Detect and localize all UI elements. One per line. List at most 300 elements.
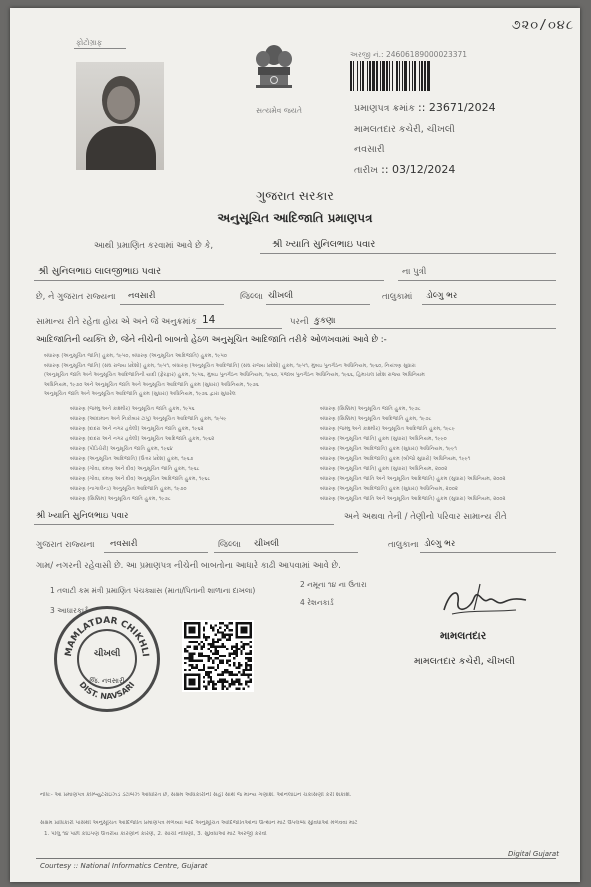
list-item: બંધારણ (અનુસૂચિત જાતિ અને અનુસૂચિત આદિજાતિ) હુકમ (સુધારા) અધિનિયમ, ૨૦૦૨ [320, 476, 506, 482]
qr-module [243, 688, 245, 690]
qr-module [222, 634, 224, 636]
qr-module [189, 655, 191, 657]
qr-module [231, 671, 233, 673]
photo-label-line [74, 48, 126, 49]
qr-module [200, 660, 202, 662]
qr-module [186, 650, 188, 652]
qr-module [236, 645, 238, 647]
applicant-photo [76, 62, 164, 170]
list-item: બંધારણ (ગોવા, દમણ અને દીવ) અનુસૂચિત જાતિ હુકમ, ૧૯૬૮ [70, 466, 200, 472]
qr-module [247, 681, 249, 683]
qr-module [219, 622, 221, 624]
issue-date: :: 03/12/2024 [381, 163, 456, 176]
qr-module [214, 641, 216, 643]
handwritten-number: ૭૨૦/૦૪૮ [511, 18, 574, 33]
order-line: અનુસૂચિત જાતિ અને અનુસૂચિત આદિજાતિ હુકમ (સુધારા) અધિનિયમ, ૧૯૭૬ દ્વારા સુધારેલ [44, 391, 236, 398]
qr-module [243, 648, 245, 650]
qr-module [250, 645, 252, 647]
qr-module [214, 652, 216, 654]
qr-module [247, 669, 249, 671]
qr-module [233, 683, 235, 685]
qr-module [222, 643, 224, 645]
qr-module [217, 629, 219, 631]
qr-module [247, 643, 249, 645]
qr-module [247, 657, 249, 659]
qr-module [250, 641, 252, 643]
list-item: બંધારણ (અનુસૂચિત આદિજાતિ) હુકમ (સુધારા) અધિનિયમ, ૨૦૦૨ [320, 486, 458, 492]
qr-module [191, 667, 193, 669]
qr-module [238, 678, 240, 680]
list-item: બંધારણ (જમ્મુ અને કાશ્મીર) અનુસૂચિત આદિજાતિ હુકમ, ૧૯૮૯ [320, 426, 455, 432]
qr-module [236, 667, 238, 669]
qr-module [224, 636, 226, 638]
qr-module [250, 674, 252, 676]
signatory-office: મામલતદાર કચેરી, ચીખલી [414, 656, 515, 667]
qr-module [229, 634, 231, 636]
qr-module [229, 629, 231, 631]
qr-module [205, 674, 207, 676]
qr-module [222, 681, 224, 683]
qr-module [250, 669, 252, 671]
qr-module [207, 636, 209, 638]
qr-module [240, 652, 242, 654]
qr-module [250, 660, 252, 662]
qr-module [229, 638, 231, 640]
footer-courtesy: Courtesy :: National Informatics Centre, Gujarat [40, 862, 208, 870]
qr-module [212, 685, 214, 687]
qr-module [243, 645, 245, 647]
qr-module [222, 678, 224, 680]
qr-module [219, 631, 221, 633]
qr-module [222, 655, 224, 657]
qr-module [205, 622, 207, 624]
qr-module [224, 671, 226, 673]
basis-doc-3: 3 આધારકાર્ડ [50, 606, 89, 615]
qr-module [247, 652, 249, 654]
qr-module [250, 664, 252, 666]
qr-module [219, 645, 221, 647]
qr-module [210, 627, 212, 629]
qr-module [233, 681, 235, 683]
qr-module [217, 641, 219, 643]
list-item: બંધારણ (અનુસૂચિત આદિજાતિ) હુકમ (બીજો સુધારો) અધિનિયમ, ૧૯૯૧ [320, 456, 471, 462]
qr-module [222, 636, 224, 638]
qr-module [231, 629, 233, 631]
qr-module [217, 657, 219, 659]
qr-module [193, 667, 195, 669]
qr-module [203, 629, 205, 631]
list-item: બંધારણ (અનુસૂચિત જાતિ) હુકમ (સુધારા) અધિનિયમ, ૧૯૯૦ [320, 436, 447, 442]
qr-module [229, 671, 231, 673]
qr-module [222, 674, 224, 676]
qr-module [231, 683, 233, 685]
qr-module [212, 641, 214, 643]
qr-module [198, 652, 200, 654]
district-value: ચીખલી [268, 291, 294, 301]
serial-label: સામાન્ય રીતે રહેતા હોય એ અને જે અનુક્રમાંક [36, 317, 197, 327]
qr-module [203, 676, 205, 678]
qr-module [238, 688, 240, 690]
qr-module [212, 688, 214, 690]
caste-value: કુકણા [314, 316, 336, 326]
qr-module [233, 664, 235, 666]
qr-module [243, 674, 245, 676]
emblem-caption: સત્યમેવ જયતે [256, 106, 302, 115]
barcode-bar [430, 61, 431, 91]
qr-module [226, 688, 228, 690]
qr-module [245, 681, 247, 683]
qr-module [207, 681, 209, 683]
qr-module [212, 638, 214, 640]
qr-module [247, 676, 249, 678]
seal-inner-text: જિ. નવસારી [89, 677, 125, 685]
note-line-3: 1. પીલું ૧૪ પછી કોઇપણ ઉત્તરીય કારણોને કારણે, 2. સાચી નોંધણી, 3. સુવિધાઓ માટે અરજી કરવી [44, 831, 267, 837]
qr-module [207, 643, 209, 645]
qr-module [219, 662, 221, 664]
seal-bottom-text: DIST. NAVSARI [77, 680, 137, 702]
taluka-label: તાલુકામાં [382, 292, 413, 302]
state2-label: ગુજરાત રાજ્યના [36, 540, 95, 550]
qr-module [210, 650, 212, 652]
qr-module [196, 648, 198, 650]
certify-prefix: આથી પ્રમાણિત કરવામાં આવે છે કે, [94, 241, 214, 251]
qr-module [231, 648, 233, 650]
signature-icon [430, 580, 530, 622]
qr-module [210, 643, 212, 645]
list-item: બંધારણ (સિક્કિમ) અનુસૂચિત જાતિ હુકમ, ૧૯૭૮ [70, 496, 171, 502]
qr-module [203, 685, 205, 687]
qr-module [207, 648, 209, 650]
qr-module [193, 641, 195, 643]
qr-module [217, 681, 219, 683]
qr-module [196, 645, 198, 647]
issuing-district: નવસારી [354, 144, 385, 155]
cert-number-label: પ્રમાણપત્ર ક્રમાંક [354, 103, 415, 114]
order-line: બંધારણ (અનુસૂચિત જાતિ) હુકમ, ૧૯૫૦, બંધારણ (અનુસૂચિત આદિજાતિ) હુકમ, ૧૯૫૦ [44, 353, 228, 359]
qr-module [214, 657, 216, 659]
national-emblem-icon [250, 41, 298, 105]
qr-module [212, 683, 214, 685]
qr-module [214, 624, 216, 626]
qr-code-icon [182, 620, 254, 692]
qr-module [224, 678, 226, 680]
qr-module [219, 655, 221, 657]
qr-module [245, 662, 247, 664]
qr-module [224, 681, 226, 683]
qr-module [222, 645, 224, 647]
qr-module [222, 631, 224, 633]
qr-module [240, 645, 242, 647]
list-item: બંધારણ (અનુસૂચિત આદિજાતિ) હુકમ (સુધારા) અધિનિયમ, ૧૯૯૧ [320, 446, 457, 452]
qr-module [250, 667, 252, 669]
qr-module [196, 641, 198, 643]
qr-module [184, 657, 186, 659]
qr-module [189, 669, 191, 671]
qr-finder [240, 627, 247, 634]
qr-module [186, 645, 188, 647]
list-item: બંધારણ (સિક્કિમ) અનુસૂચિત જાતિ હુકમ, ૧૯૭૮ [320, 406, 421, 412]
qr-module [217, 650, 219, 652]
qr-module [212, 667, 214, 669]
orders-left-list [70, 404, 290, 504]
district2-label: જિલ્લા [218, 540, 241, 550]
note-line-2: સક્ષમ પ્રાધિકારી પાસેથી અનુસૂચિત આદિજાતિ પ્રમાણપત્ર મેળવ્યા બાદ અનુસૂચિત આદિજાતિઓના ઉત્થાન માટે ઉપલબ્ધ સુવિધાઓ મેળવવા માટે [40, 820, 358, 826]
qr-module [236, 688, 238, 690]
qr-module [245, 643, 247, 645]
qr-module [240, 683, 242, 685]
state-district: નવસારી [128, 291, 156, 301]
qr-module [231, 678, 233, 680]
qr-module [219, 678, 221, 680]
qr-module [233, 650, 235, 652]
qr-module [191, 664, 193, 666]
qr-module [250, 652, 252, 654]
qr-module [226, 660, 228, 662]
qr-module [238, 681, 240, 683]
qr-module [219, 660, 221, 662]
qr-module [236, 655, 238, 657]
basis-doc-1: 1 તલાટી કમ મંત્રી પ્રમાણિત પંચક્યાસ (માતા/પિતાની શાળાના દાખલા) [50, 586, 256, 595]
qr-module [193, 648, 195, 650]
qr-module [217, 638, 219, 640]
qr-module [207, 667, 209, 669]
qr-module [193, 652, 195, 654]
qr-module [240, 664, 242, 666]
qr-module [236, 648, 238, 650]
qr-module [233, 645, 235, 647]
state2-district: નવસારી [110, 539, 138, 549]
qr-module [205, 638, 207, 640]
qr-module [207, 657, 209, 659]
qr-module [203, 664, 205, 666]
qr-module [184, 662, 186, 664]
qr-module [210, 657, 212, 659]
qr-module [203, 669, 205, 671]
qr-module [226, 624, 228, 626]
qr-module [247, 685, 249, 687]
qr-module [184, 669, 186, 671]
qr-module [189, 641, 191, 643]
qr-module [210, 645, 212, 647]
family-suffix: અને અથવા તેની / તેણીનો પરિવાર સામાન્ય રીતે [344, 512, 507, 522]
qr-module [212, 681, 214, 683]
qr-module [231, 674, 233, 676]
qr-module [224, 624, 226, 626]
photo-label: ફોટોગ્રાફ [76, 38, 103, 47]
qr-module [205, 655, 207, 657]
qr-module [224, 645, 226, 647]
qr-module [200, 641, 202, 643]
qr-finder [189, 678, 196, 685]
state-label: છે, ને ગુજરાત રાજ્યના [36, 292, 116, 302]
qr-module [222, 685, 224, 687]
qr-module [198, 669, 200, 671]
qr-module [196, 664, 198, 666]
cert-number: :: 23671/2024 [418, 101, 496, 114]
qr-module [224, 629, 226, 631]
qr-module [198, 655, 200, 657]
qr-module [210, 678, 212, 680]
qr-module [189, 660, 191, 662]
seal-top-text: MAMLATDAR CHIKHLI [63, 615, 150, 658]
qr-module [247, 674, 249, 676]
qr-module [210, 676, 212, 678]
qr-module [229, 652, 231, 654]
qr-module [205, 688, 207, 690]
qr-module [247, 664, 249, 666]
qr-module [217, 674, 219, 676]
qr-module [238, 671, 240, 673]
caste-label: પરની [290, 317, 309, 327]
office-seal-stamp [54, 606, 160, 712]
tribe-statement: આદિજાતિની વ્યક્તિ છે, જેને નીચેની બાબતો હેઠળ અનુસૂચિત આદિજાતિ તરીકે ઓળખવામાં આવે છે :- [36, 335, 387, 345]
applicant-name: શ્રી ખ્યાતિ સુનિલભાઇ પવાર [272, 239, 376, 250]
village-line: ગામ/ નગરની રહેવાસી છે. આ પ્રમાણપત્ર નીચેની બાબતોના આધારે કાઢી આપવામાં આવે છે. [36, 561, 341, 571]
father-name: શ્રી સુનિલભાઇ લાલજીભાઇ પવાર [38, 266, 161, 277]
qr-module [226, 638, 228, 640]
qr-module [247, 660, 249, 662]
qr-module [214, 645, 216, 647]
qr-module [200, 648, 202, 650]
qr-module [238, 683, 240, 685]
list-item: બંધારણ (અનુસૂચિત જાતિ અને અનુસૂચિત આદિજાતિ) હુકમ (સુધારા) અધિનિયમ, ૨૦૦૨ [320, 496, 506, 502]
orders-paragraph [44, 352, 564, 400]
qr-module [196, 667, 198, 669]
qr-module [212, 645, 214, 647]
qr-module [222, 622, 224, 624]
qr-module [231, 645, 233, 647]
cert-number-row [354, 101, 496, 114]
qr-module [212, 652, 214, 654]
qr-module [238, 648, 240, 650]
qr-module [184, 648, 186, 650]
qr-module [238, 662, 240, 664]
qr-module [224, 685, 226, 687]
qr-module [245, 669, 247, 671]
qr-module [222, 662, 224, 664]
qr-module [214, 648, 216, 650]
qr-module [236, 674, 238, 676]
taluka-value: ડોલ્ગુ ભર [426, 291, 458, 301]
district-label: જિલ્લા [240, 292, 263, 302]
qr-module [236, 681, 238, 683]
qr-module [245, 652, 247, 654]
qr-module [200, 645, 202, 647]
qr-module [207, 655, 209, 657]
qr-module [245, 664, 247, 666]
qr-module [243, 643, 245, 645]
signatory-title: મામલતદાર [440, 630, 487, 642]
qr-module [184, 650, 186, 652]
qr-module [229, 655, 231, 657]
qr-module [245, 657, 247, 659]
qr-module [233, 652, 235, 654]
barcode-icon [350, 61, 482, 91]
list-item: બંધારણ (જમ્મુ અને કાશ્મીર) અનુસૂચિત જાતિ હુકમ, ૧૯૫૬ [70, 406, 195, 412]
qr-module [210, 667, 212, 669]
qr-module [250, 678, 252, 680]
list-item: બંધારણ (સિક્કિમ) અનુસૂચિત આદિજાતિ હુકમ, ૧૯૭૮ [320, 416, 432, 422]
list-item: બંધારણ (અનુસૂચિત જાતિ) હુકમ (સુધારા) અધિનિયમ, ૨૦૦૨ [320, 466, 448, 472]
qr-module [222, 660, 224, 662]
qr-module [212, 660, 214, 662]
qr-module [214, 634, 216, 636]
qr-module [224, 669, 226, 671]
qr-module [207, 671, 209, 673]
qr-module [210, 624, 212, 626]
qr-module [203, 667, 205, 669]
list-item: બંધારણ (પોંડિચેરી) અનુસૂચિત જાતિ હુકમ, ૧૯૬૪ [70, 446, 173, 452]
seal-middle-text: ચીખલી [93, 649, 121, 659]
qr-module [245, 667, 247, 669]
qr-module [189, 652, 191, 654]
qr-module [203, 634, 205, 636]
certificate-page [10, 8, 580, 882]
qr-module [238, 664, 240, 666]
taluka2-value: ડોલ્ગુ ભર [424, 539, 456, 549]
qr-module [203, 643, 205, 645]
qr-module [222, 683, 224, 685]
qr-module [236, 678, 238, 680]
qr-module [214, 650, 216, 652]
qr-module [224, 634, 226, 636]
qr-module [233, 657, 235, 659]
basis-doc-2: 2 નમૂના ૧૪ ના ઉતારા [300, 580, 367, 589]
qr-module [231, 634, 233, 636]
qr-module [193, 660, 195, 662]
list-item: બંધારણ (અનુસૂચિત આદિજાતિ) (ઉત્તર પ્રદેશ) હુકમ, ૧૯૬૭ [70, 456, 194, 462]
qr-module [203, 681, 205, 683]
qr-module [231, 652, 233, 654]
qr-module [226, 662, 228, 664]
relation: ના પુત્રી [402, 267, 427, 277]
qr-module [214, 683, 216, 685]
certificate-title: અનુસૂચિત આદિજાતિ પ્રમાણપત્ર [217, 211, 373, 225]
issue-date-label: તારીખ [354, 165, 379, 176]
qr-module [240, 641, 242, 643]
qr-module [203, 636, 205, 638]
qr-module [191, 657, 193, 659]
qr-module [200, 655, 202, 657]
qr-module [200, 669, 202, 671]
qr-module [198, 643, 200, 645]
qr-module [210, 671, 212, 673]
qr-module [245, 683, 247, 685]
qr-module [243, 671, 245, 673]
qr-module [229, 636, 231, 638]
qr-module [212, 643, 214, 645]
qr-module [236, 652, 238, 654]
list-item: બંધારણ (દાદરા અને નગર હવેલી) અનુસૂચિત જાતિ હુકમ, ૧૯૬૨ [70, 426, 204, 432]
qr-module [219, 627, 221, 629]
list-item: બંધારણ (ગોવા, દમણ અને દીવ) અનુસૂચિત આદિજાતિ હુકમ, ૧૯૬૮ [70, 476, 211, 482]
qr-module [198, 660, 200, 662]
qr-module [203, 655, 205, 657]
qr-module [226, 669, 228, 671]
qr-module [240, 674, 242, 676]
qr-module [189, 657, 191, 659]
qr-module [243, 669, 245, 671]
basis-doc-4: 4 રેશનકાર્ડ [300, 598, 334, 607]
qr-module [231, 681, 233, 683]
order-line: (અનુસૂચિત જાતિ અને અનુસૂચિત આદિજાતિની યાદી (ફેરફાર) હુકમ, ૧૯૫૬, મુંબઇ પુનર્ગઠન અધિનિયમ, ૧૯૬૦, પંજાબ પુનર્ગઠન અધિનિયમ, ૧૯૬૬, હિમાચલ પ્રદેશ રાજ્ય અધિનિયમ [44, 372, 425, 379]
qr-module [193, 645, 195, 647]
qr-module [210, 681, 212, 683]
qr-module [229, 622, 231, 624]
issue-date-row [354, 163, 455, 176]
qr-module [219, 674, 221, 676]
govt-title: ગુજરાત સરકાર [256, 188, 334, 203]
